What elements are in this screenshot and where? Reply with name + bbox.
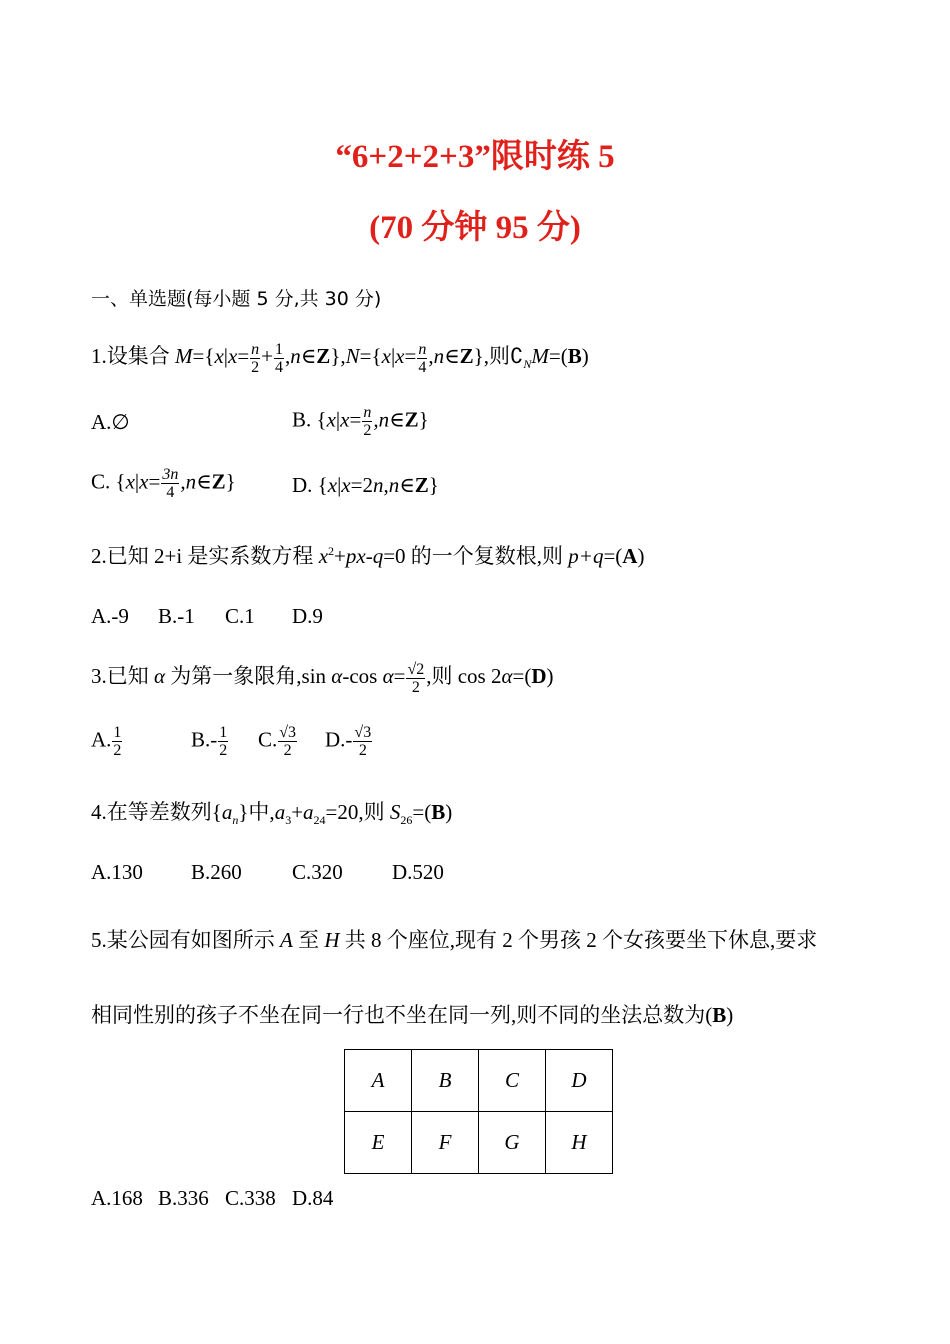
q4-option-b: B.260	[191, 860, 242, 884]
q5-option-c: C.338	[225, 1186, 276, 1210]
q4-option-c: C.320	[292, 860, 343, 884]
table-row	[345, 1050, 613, 1112]
seat-cell: H	[546, 1112, 613, 1174]
page-title: “6+2+2+3”限时练 5	[335, 139, 615, 175]
seat-table	[344, 1049, 613, 1174]
q1-text: |	[223, 344, 228, 368]
seat-cell: C	[479, 1050, 546, 1112]
q1-text: |	[390, 344, 396, 368]
q1-fraction: $\frac{n}{2}$	[251, 340, 260, 376]
q1-text: =	[404, 344, 417, 368]
q1-text: ={	[192, 344, 215, 368]
question-2: 2.已知 2+i 是实系数方程 $x^2+px-q=0$ 的一个复数根,则 p+q=(A)	[91, 544, 645, 568]
q1-fraction: $\frac{n}{4}$	[418, 340, 427, 376]
q1-var: x	[214, 344, 224, 368]
q4-option-d: D.520	[392, 860, 444, 884]
q1-var: n	[290, 344, 301, 368]
q2-option-c: C.1	[225, 604, 255, 628]
q1-text: ,	[428, 344, 434, 368]
q2-option-a: A.-9	[91, 604, 129, 628]
q3-option-b: B.- $\frac{1}{2}$	[191, 724, 228, 759]
q3-option-d: D.- $\frac{√3}{2}$	[325, 724, 372, 759]
seat-cell: B	[412, 1050, 479, 1112]
q2-option-b: B.-1	[158, 604, 195, 628]
q3-option-c: C. $\frac{√3}{2}$	[258, 724, 297, 759]
q1-var: x	[227, 344, 238, 368]
question-5-line-2: 相同性别的孩子不坐在同一行也不坐在同一列,则不同的坐法总数为(B)	[91, 1003, 734, 1027]
q5-answer: B	[712, 1003, 727, 1027]
seat-cell: D	[546, 1050, 613, 1112]
q1-text: },	[330, 344, 346, 368]
table-row	[345, 1112, 613, 1174]
q1-var: x	[395, 344, 405, 368]
question-4: 4.在等差数列$\{a_n\}$中$,a_3+a_{24}=20$,则 $S_{26}=(B)$	[91, 800, 453, 828]
q1-option-b: B. {x|x= $\frac{n}{2}$ ,n∈Z}	[292, 404, 429, 439]
q1-fraction: $\frac{1}{4}$	[275, 340, 283, 376]
q1-text: =	[237, 344, 250, 368]
q1-option-c: C. {x|x= $\frac{3n}{4}$ ,n∈Z}	[91, 466, 236, 501]
q1-text: },则∁	[473, 344, 524, 368]
page-subtitle: (70 分钟 95 分)	[369, 210, 581, 246]
q4-option-a: A.130	[91, 860, 143, 884]
q1-text: =(	[548, 344, 568, 368]
q1-text: ∈	[444, 344, 460, 368]
q1-text: +	[261, 344, 273, 368]
seat-cell: G	[479, 1112, 546, 1174]
q5-option-d: D.84	[292, 1186, 334, 1210]
q1-option-d: D. {x|x=2n,n∈Z}	[292, 473, 439, 497]
q1-text: ,	[285, 344, 291, 368]
q1-text: ={	[359, 344, 382, 368]
seat-cell: A	[345, 1050, 412, 1112]
q1-text: 1.设集合	[91, 344, 175, 368]
q5-option-b: B.336	[158, 1186, 209, 1210]
q1-set-z: Z	[459, 344, 474, 368]
q3-option-a: A. $\frac{1}{2}$	[91, 724, 122, 759]
q1-var: x	[381, 344, 391, 368]
question-5-line-1: 5.某公园有如图所示 A 至 H 共 8 个座位,现有 2 个男孩 2 个女孩要坐下休息,要求	[91, 928, 818, 952]
q1-answer: B	[567, 344, 582, 368]
q1-var: N	[523, 357, 532, 372]
q1-text: )	[581, 344, 589, 368]
q1-var: M	[175, 344, 193, 368]
question-1	[91, 340, 589, 376]
q3-answer: D	[531, 664, 547, 688]
question-3: 3.已知 α 为第一象限角,sin α-cos α= $\frac{√2}{2}$ ,则 cos 2α=(D)	[91, 660, 554, 696]
q1-option-a: A.∅	[91, 410, 130, 434]
q5-option-a: A.168	[91, 1186, 143, 1210]
section-heading: 一、单选题(每小题 5 分,共 30 分)	[91, 288, 382, 310]
q2-option-d: D.9	[292, 604, 323, 628]
q1-text: ∈	[300, 344, 317, 368]
q1-var: n	[433, 344, 445, 368]
q1-var: M	[531, 344, 549, 368]
q1-set-z: Z	[316, 344, 331, 368]
seat-cell: E	[345, 1112, 412, 1174]
q2-answer: A	[622, 544, 638, 568]
q4-answer: B	[431, 800, 446, 824]
q1-var: N	[345, 344, 360, 368]
seat-cell: F	[412, 1112, 479, 1174]
